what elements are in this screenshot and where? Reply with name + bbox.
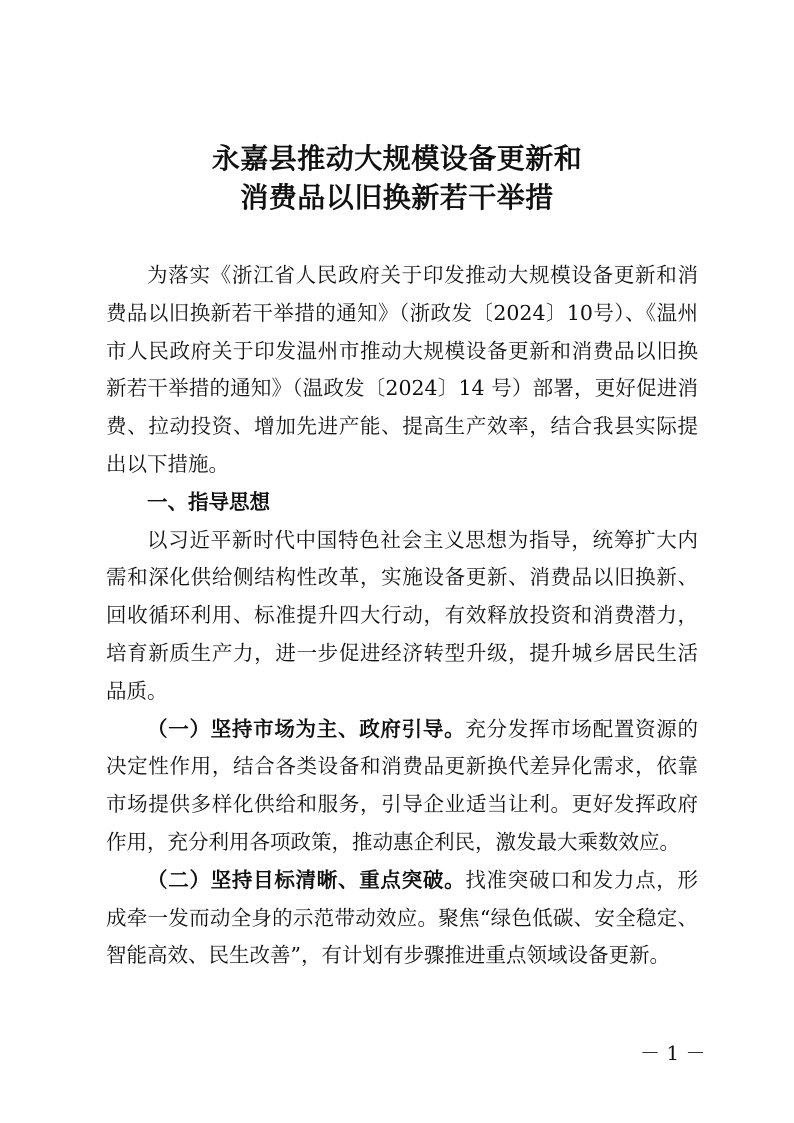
- section-heading-guiding-ideology: 一、指导思想: [147, 489, 270, 514]
- principle-1-body: 充分发挥市场配置资源的决定性作用，结合各类设备和消费品更新换代差异化需求，依靠市场提供多样化供给和服务，引导企业适当让利。更好发挥政府作用，充分利用各项政策，推动惠企利民，激发最大乘数效应。: [106, 716, 699, 854]
- principle-2-body: 找准突破口和发力点，形成牵一发而动全身的示范带动效应。聚焦“绿色低碳、安全稳定、智能高效、民生改善”，有计划有步骤推进重点领域设备更新。: [106, 867, 699, 968]
- document-body: [106, 257, 698, 975]
- principle-2-paragraph: [106, 862, 698, 975]
- title-line-1: 永嘉县推动大规模设备更新和: [211, 142, 583, 175]
- guiding-ideology-paragraph: 以习近平新时代中国特色社会主义思想为指导，统筹扩大内需和深化供给侧结构性改革，实施设备更新、消费品以旧换新、回收循环利用、标准提升四大行动，有效释放投资和消费潜力，培育新质生产力，进一步促进经济转型升级，提升城乡居民生活品质。: [106, 527, 698, 703]
- page-number: － 1 －: [640, 1041, 706, 1065]
- intro-paragraph: 为落实《浙江省人民政府关于印发推动大规模设备更新和消费品以旧换新若干举措的通知》（浙政发〔2024〕10号）、《温州市人民政府关于印发温州市推动大规模设备更新和消费品以旧换新若干举措的通知》（温政发〔2024〕14 号）部署，更好促进消费、拉动投资、增加先进产能、提高生产效率，结合我县实际提出以下措施。: [106, 263, 698, 476]
- document-title: [0, 139, 794, 217]
- title-line-2: 消费品以旧换新若干举措: [240, 181, 554, 214]
- principle-1-heading: （一）坚持市场为主、政府引导。: [147, 716, 466, 741]
- principle-1-paragraph: [106, 711, 698, 862]
- principle-2-heading: （二）坚持目标清晰、重点突破。: [147, 867, 466, 892]
